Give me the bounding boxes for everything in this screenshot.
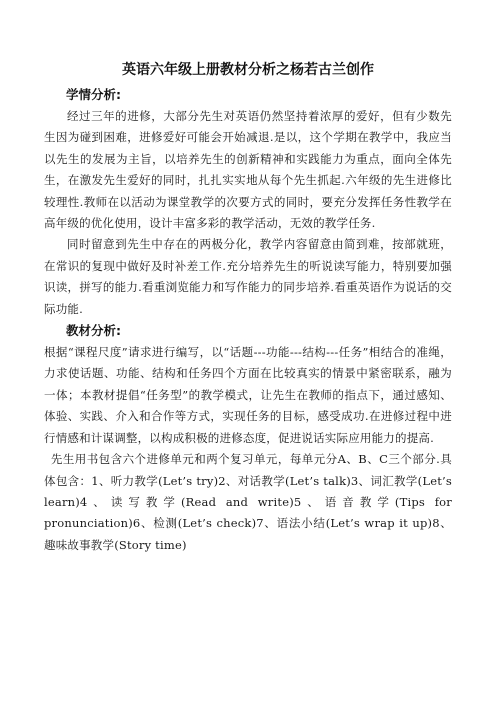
document-title: 英语六年级上册教材分析之杨若古兰创作 — [122, 62, 374, 78]
textbook-analysis-paragraph-1: 根据“课程尺度”请求进行编写，以“话题---功能---结构---任务”相结合的准绳，力求使话题、功能、结构和任务四个方面在比较真实的情景中紧密联系，融为一体；本教材提倡“任务型”的教学模式，让先生在教师的指点下，通过感知、体验、实践、介入和合作等方式，实现任务的目标，感受成功.在进修过程中进行情感和计谋调整，以构成积极的进修态度，促进说话实际应用能力的提高. — [44, 345, 452, 445]
student-analysis-paragraph-1: 经过三年的进修，大部分先生对英语仍然坚持着浓厚的爱好，但有少数先生因为碰到困难，进修爱好可能会开始减退.是以，这个学期在教学中，我应当以先生的发展为主旨，以培养先生的创新精神和实践能力为重点，面向全体先生，在激发先生爱好的同时，扎扎实实地从每个先生抓起.六年级的先生进修比较理性.教师在以活动为课堂教学的次要方式的同时，要充分发挥任务性教学在高年级的优化使用，设计丰富多彩的教学活动，无效的教学任务. — [44, 109, 452, 231]
section-heading-student-analysis: 学情分析: — [66, 87, 121, 102]
student-analysis-paragraph-2: 同时留意到先生中存在的两极分化，教学内容留意由简到难，按部就班，在常识的复现中做好及时补差工作.充分培养先生的听说读写能力，特别要加强识读，拼写的能力.看重浏览能力和写作能力的同步培养.看重英语作为说话的交际功能. — [44, 237, 452, 316]
textbook-analysis-paragraph-2: 先生用书包含六个进修单元和两个复习单元，每单元分A、B、C三个部分.具体包含：1、听力教学(Let’s try)2、对话教学(Let’s talk)3、词汇教学(Let’s learn)4、读写教学(Read and write)5、语音教学(Tips for pronunciation)6、检测(Let’s check)7、语法小结(Let’s wrap it up)8、趣味故事教学(Story time) — [44, 452, 452, 552]
section-heading-textbook-analysis: 教材分析: — [66, 323, 121, 339]
